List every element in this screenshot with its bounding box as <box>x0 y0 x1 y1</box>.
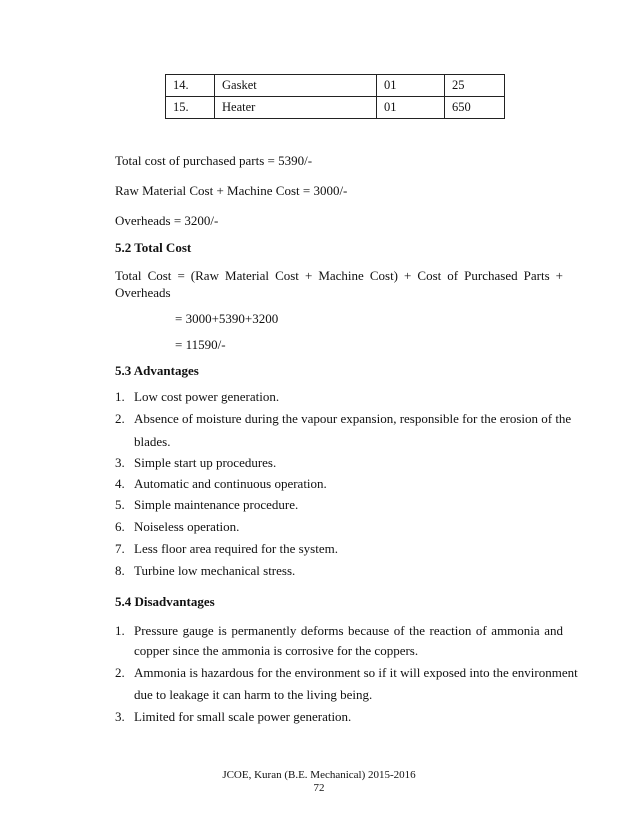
table-cell: Heater <box>215 97 377 119</box>
total-cost-formula-line2: Overheads <box>115 285 171 300</box>
list-number: 2. <box>115 411 125 426</box>
table-cell: 01 <box>377 97 445 119</box>
disadvantages-heading: 5.4 Disadvantages <box>115 594 215 609</box>
list-text: Simple maintenance procedure. <box>134 497 299 512</box>
list-number: 1. <box>115 623 125 638</box>
total-cost-formula-line1: Total Cost = (Raw Material Cost + Machine Cost) + Cost of Purchased Parts + <box>115 268 563 283</box>
table-row <box>166 75 505 97</box>
table-cell: 14. <box>166 75 215 97</box>
list-number: 4. <box>115 476 125 491</box>
list-number: 3. <box>115 709 125 724</box>
table-cell: 25 <box>445 75 505 97</box>
list-number: 8. <box>115 563 125 578</box>
list-text: Noiseless operation. <box>134 519 240 534</box>
list-text: Ammonia is hazardous for the environment so if it will exposed into the environment <box>134 665 578 680</box>
list-number: 1. <box>115 389 125 404</box>
total-cost-result: = 11590/- <box>175 337 226 352</box>
list-text: Limited for small scale power generation. <box>134 709 352 724</box>
list-number: 7. <box>115 541 125 556</box>
page-number: 72 <box>313 782 325 794</box>
purchased-cost-line: Total cost of purchased parts = 5390/- <box>115 153 313 168</box>
list-number: 6. <box>115 519 125 534</box>
list-number: 5. <box>115 497 125 512</box>
list-text: Turbine low mechanical stress. <box>134 563 296 578</box>
list-number: 3. <box>115 455 125 470</box>
table-cell: 01 <box>377 75 445 97</box>
advantages-heading: 5.3 Advantages <box>115 363 199 378</box>
table-row <box>166 97 505 119</box>
total-cost-calculation: = 3000+5390+3200 <box>175 311 279 326</box>
parts-table <box>165 74 505 119</box>
list-text: Pressure gauge is permanently deforms because of the reaction of ammonia and <box>134 623 563 638</box>
list-text: due to leakage it can harm to the living being. <box>134 687 373 702</box>
total-cost-heading: 5.2 Total Cost <box>115 240 192 255</box>
footer-institution: JCOE, Kuran (B.E. Mechanical) 2015-2016 <box>222 769 416 781</box>
list-text: Automatic and continuous operation. <box>134 476 327 491</box>
table-cell: 650 <box>445 97 505 119</box>
list-text: Low cost power generation. <box>134 389 280 404</box>
list-text: Less floor area required for the system. <box>134 541 338 556</box>
list-text: blades. <box>134 434 171 449</box>
list-text: copper since the ammonia is corrosive for the coppers. <box>134 643 419 658</box>
list-text: Simple start up procedures. <box>134 455 277 470</box>
table-cell: Gasket <box>215 75 377 97</box>
raw-machine-cost-line: Raw Material Cost + Machine Cost = 3000/- <box>115 183 348 198</box>
list-number: 2. <box>115 665 125 680</box>
overheads-line: Overheads = 3200/- <box>115 213 219 228</box>
list-text: Absence of moisture during the vapour expansion, responsible for the erosion of the <box>134 411 572 426</box>
table-cell: 15. <box>166 97 215 119</box>
